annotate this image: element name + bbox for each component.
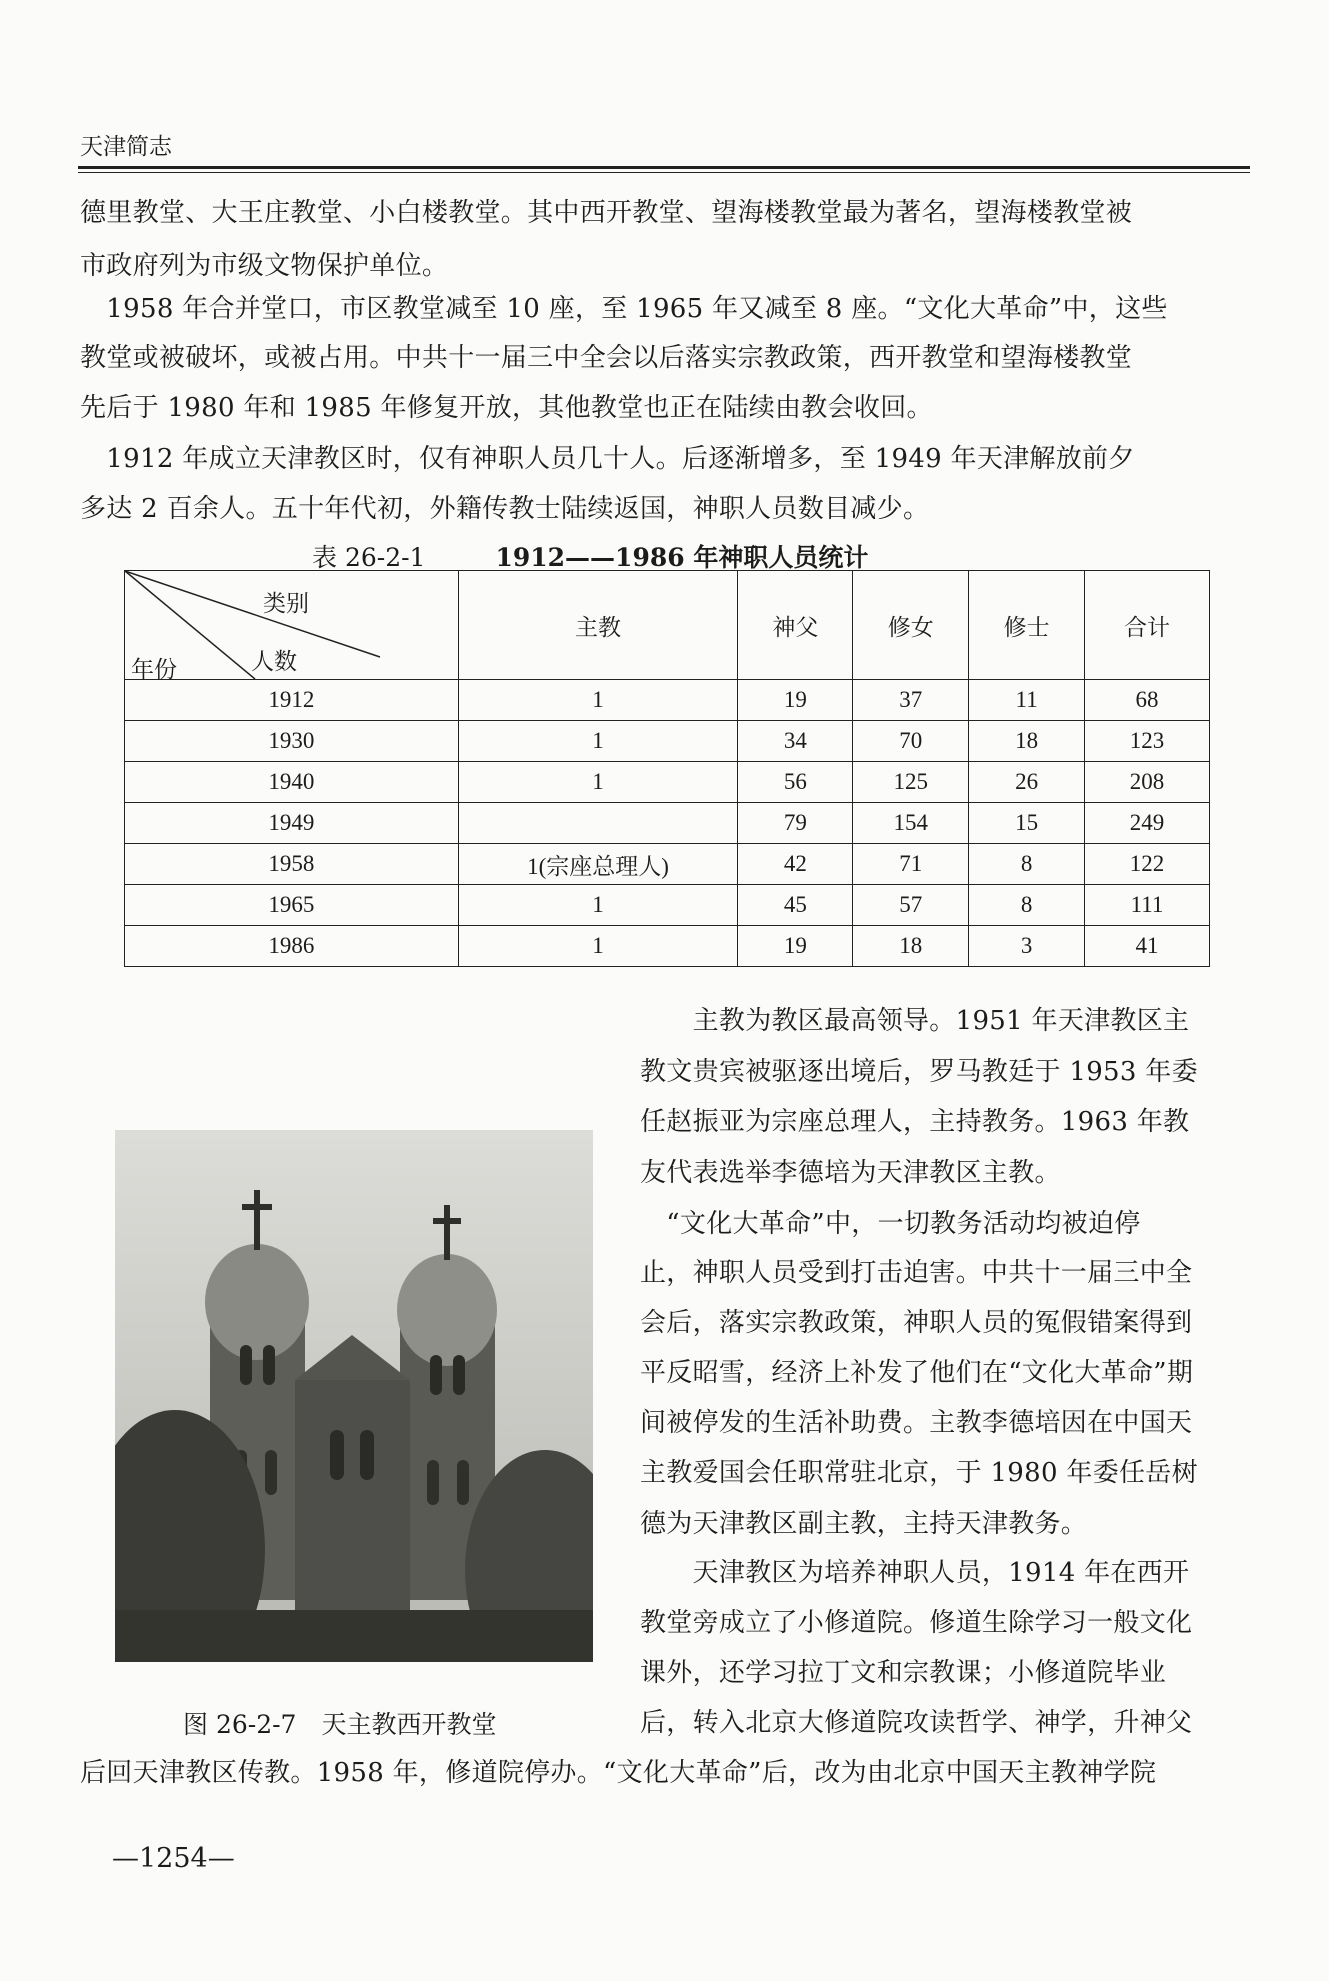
table-cell: 42: [738, 844, 853, 885]
corner-count-label: 人数: [251, 649, 297, 674]
body-line: 友代表选举李德培为天津教区主教。: [640, 1158, 1061, 1188]
body-line: 1958 年合并堂口，市区教堂减至 10 座，至 1965 年又减至 8 座。“文化大革命”中，这些: [80, 294, 1168, 324]
corner-year-label: 年份: [131, 657, 177, 682]
table-number: 表 26-2-1: [312, 543, 426, 572]
xikai-church-illustration: [115, 1130, 593, 1662]
table-title: 1912——1986 年神职人员统计: [495, 543, 869, 572]
table-row: [125, 885, 1210, 926]
table-cell: 79: [738, 803, 853, 844]
year-cell: 1940: [125, 762, 459, 803]
table-row: [125, 803, 1210, 844]
year-cell: 1949: [125, 803, 459, 844]
year-cell: 1986: [125, 926, 459, 967]
table-cell: 208: [1085, 762, 1210, 803]
column-header: 神父: [738, 571, 853, 680]
table-cell: 1: [458, 721, 738, 762]
body-line: 后，转入北京大修道院攻读哲学、神学，升神父: [640, 1708, 1193, 1738]
column-header: 主教: [458, 571, 738, 680]
table-cell: 1: [458, 680, 738, 721]
body-line: 天津教区为培养神职人员，1914 年在西开: [640, 1558, 1190, 1588]
header-rule-thin: [78, 172, 1250, 173]
year-cell: 1958: [125, 844, 459, 885]
body-line: 止，神职人员受到打击迫害。中共十一届三中全: [640, 1258, 1193, 1288]
table-cell: 11: [969, 680, 1085, 721]
table-cell: 18: [969, 721, 1085, 762]
body-line: 教堂或被破坏，或被占用。中共十一届三中全会以后落实宗教政策，西开教堂和望海楼教堂: [80, 343, 1133, 373]
table-cell: 1: [458, 885, 738, 926]
column-header: 修士: [969, 571, 1085, 680]
table-cell: 1(宗座总理人): [458, 844, 738, 885]
year-cell: 1965: [125, 885, 459, 926]
body-line: 德里教堂、大王庄教堂、小白楼教堂。其中西开教堂、望海楼教堂最为著名，望海楼教堂被: [80, 198, 1133, 228]
table-cell: 8: [969, 885, 1085, 926]
table-cell: 68: [1085, 680, 1210, 721]
table-cell: 34: [738, 721, 853, 762]
clergy-statistics-table: [124, 570, 1210, 967]
body-line: 主教为教区最高领导。1951 年天津教区主: [640, 1006, 1190, 1036]
body-line: 市政府列为市级文物保护单位。: [80, 251, 449, 281]
table-row: [125, 926, 1210, 967]
body-line: 教文贵宾被驱逐出境后，罗马教廷于 1953 年委: [640, 1057, 1198, 1087]
table-cell: 18: [853, 926, 969, 967]
table-cell: 37: [853, 680, 969, 721]
table-cell: 19: [738, 680, 853, 721]
table-row: [125, 844, 1210, 885]
table-cell: 56: [738, 762, 853, 803]
table-row: [125, 721, 1210, 762]
table-cell: 71: [853, 844, 969, 885]
body-line: 德为天津教区副主教，主持天津教务。: [640, 1509, 1088, 1539]
year-cell: 1912: [125, 680, 459, 721]
body-line: 间被停发的生活补助费。主教李德培因在中国天: [640, 1408, 1193, 1438]
table-cell: 41: [1085, 926, 1210, 967]
table-cell: 1: [458, 926, 738, 967]
table-cell: [458, 803, 738, 844]
table-cell: 111: [1085, 885, 1210, 926]
table-cell: 45: [738, 885, 853, 926]
body-line: 多达 2 百余人。五十年代初，外籍传教士陆续返国，神职人员数目减少。: [80, 494, 930, 524]
table-row: [125, 762, 1210, 803]
body-line: 后回天津教区传教。1958 年，修道院停办。“文化大革命”后，改为由北京中国天主教神学院: [80, 1758, 1157, 1788]
figure-caption: 图 26-2-7 天主教西开教堂: [183, 1710, 497, 1739]
table-cell: 70: [853, 721, 969, 762]
body-line: 1912 年成立天津教区时，仅有神职人员几十人。后逐渐增多，至 1949 年天津解放前夕: [80, 444, 1135, 474]
page-number: —1254—: [112, 1843, 235, 1874]
table-cell: 1: [458, 762, 738, 803]
table-cell: 154: [853, 803, 969, 844]
body-line: 先后于 1980 年和 1985 年修复开放，其他教堂也正在陆续由教会收回。: [80, 393, 933, 423]
body-line: 会后，落实宗教政策，神职人员的冤假错案得到: [640, 1308, 1193, 1338]
table-cell: 3: [969, 926, 1085, 967]
table-cell: 26: [969, 762, 1085, 803]
table-cell: 122: [1085, 844, 1210, 885]
table-cell: 57: [853, 885, 969, 926]
body-line: 课外，还学习拉丁文和宗教课；小修道院毕业: [640, 1658, 1167, 1688]
column-header: 修女: [853, 571, 969, 680]
year-cell: 1930: [125, 721, 459, 762]
table-cell: 19: [738, 926, 853, 967]
table-cell: 8: [969, 844, 1085, 885]
table-caption: [312, 538, 868, 574]
column-header: 合计: [1085, 571, 1210, 680]
church-photo: [115, 1130, 593, 1662]
table-cell: 123: [1085, 721, 1210, 762]
body-line: 平反昭雪，经济上补发了他们在“文化大革命”期: [640, 1358, 1194, 1388]
body-line: 主教爱国会任职常驻北京，于 1980 年委任岳树: [640, 1458, 1198, 1488]
table-cell: 15: [969, 803, 1085, 844]
corner-cell: [125, 571, 459, 680]
body-line: 任赵振亚为宗座总理人，主持教务。1963 年教: [640, 1107, 1190, 1137]
table-header-row: [125, 571, 1210, 680]
corner-category-label: 类别: [263, 591, 309, 616]
table-cell: 249: [1085, 803, 1210, 844]
running-header: 天津简志: [80, 134, 172, 160]
body-line: 教堂旁成立了小修道院。修道生除学习一般文化: [640, 1608, 1193, 1638]
body-line: “文化大革命”中，一切教务活动均被迫停: [640, 1209, 1141, 1239]
table-cell: 125: [853, 762, 969, 803]
header-rule-thick: [78, 166, 1250, 169]
table-row: [125, 680, 1210, 721]
